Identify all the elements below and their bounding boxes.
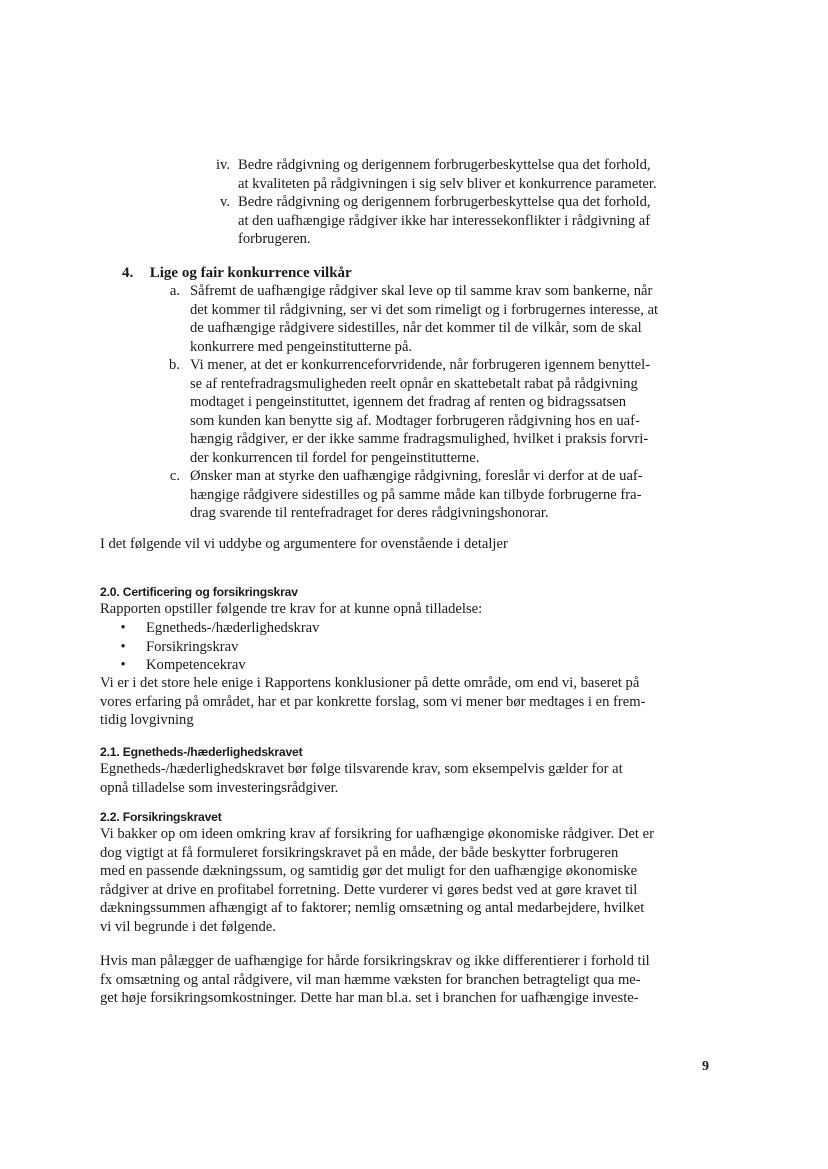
intro-sentence: I det følgende vil vi uddybe og argumentere for ovenstående i detaljer bbox=[100, 536, 508, 552]
text-line: de uafhængige rådgivere sidestilles, når det kommer til de vilkår, som de skal bbox=[190, 320, 642, 336]
section-2-1-heading: 2.1. Egnetheds-/hæderlighedskravet bbox=[100, 745, 303, 759]
roman-item-v bbox=[200, 193, 760, 249]
bullet-item bbox=[116, 619, 516, 638]
bullet-item bbox=[116, 656, 516, 675]
text-line: Ønsker man at styrke den uafhængige rådgivning, foreslår vi derfor at de uaf- bbox=[190, 468, 643, 484]
text-line: drag svarende til rentefradraget for deres rådgivningshonorar. bbox=[190, 505, 549, 521]
page-number: 9 bbox=[702, 1059, 709, 1074]
text-line: Bedre rådgivning og derigennem forbrugerbeskyttelse qua det forhold, bbox=[238, 157, 651, 173]
section-2-0-lead: Rapporten opstiller følgende tre krav for at kunne opnå tilladelse: bbox=[100, 601, 483, 617]
list-item-a bbox=[160, 282, 760, 356]
section-2-0-heading: 2.0. Certificering og forsikringskrav bbox=[100, 585, 298, 599]
section-2-2-paragraph-1 bbox=[100, 825, 654, 936]
text-line: rådgiver at drive en profitabel forretning. Dette vurderer vi gøres bedst ved at gøre kravet til bbox=[100, 881, 638, 898]
text-line: vi vil begrunde i det følgende. bbox=[100, 918, 276, 935]
text-line: dækningssummen afhængigt af to faktorer; nemlig omsætning og antal medarbejdere, hvilket bbox=[100, 900, 645, 916]
list-marker: iv. bbox=[215, 157, 230, 173]
list-marker: b. bbox=[169, 357, 180, 373]
text-line: Vi mener, at det er konkurrenceforvridende, når forbrugeren igennem benyttel- bbox=[190, 357, 651, 373]
text-line: Egnetheds-/hæderlighedskravet bør følge tilsvarende krav, som eksempelvis gælder for at bbox=[100, 761, 623, 777]
text-line: Hvis man pålægger de uafhængige for hårde forsikringskrav og ikke differentierer i forhold til bbox=[100, 953, 650, 969]
bullet-symbol: • bbox=[120, 620, 126, 636]
bullet-text: Egnetheds-/hæderlighedskrav bbox=[146, 620, 320, 636]
text-line: at den uafhængige rådgiver ikke har interessekonflikter i rådgivning af bbox=[238, 212, 651, 229]
roman-item-iv bbox=[200, 156, 760, 193]
text-line: Vi bakker op om ideen omkring krav af forsikring for uafhængige økonomiske rådgiver. Det er bbox=[100, 826, 654, 842]
text-line: se af rentefradragsmuligheden reelt opnår en skattebetalt rabat på rådgivning bbox=[190, 375, 638, 392]
bullet-symbol: • bbox=[120, 657, 126, 673]
text-line: fx omsætning og antal rådgivere, vil man hæmme væksten for branchen betragteligt qua me- bbox=[100, 971, 641, 988]
section-2-1-body bbox=[100, 760, 623, 797]
text-line: Bedre rådgivning og derigennem forbrugerbeskyttelse qua det forhold, bbox=[238, 194, 651, 210]
text-line: opnå tilladelse som investeringsrådgiver. bbox=[100, 779, 339, 796]
text-line: konkurrere med pengeinstitutterne på. bbox=[190, 338, 413, 355]
list-marker: a. bbox=[169, 283, 180, 299]
list-marker: c. bbox=[169, 468, 180, 484]
text-line: tidig lovgivning bbox=[100, 712, 194, 728]
text-line: get høje forsikringsomkostninger. Dette har man bl.a. set i branchen for uafhængige investe- bbox=[100, 990, 639, 1006]
section-4-list bbox=[160, 282, 760, 523]
text-line: vores erfaring på området, har et par konkrette forslag, som vi mener bør medtages i en frem- bbox=[100, 693, 646, 710]
section-2-2-heading: 2.2. Forsikringskravet bbox=[100, 810, 222, 824]
section-4-heading bbox=[122, 264, 352, 283]
list-item-b bbox=[160, 356, 760, 467]
text-line: forbrugeren. bbox=[238, 231, 311, 247]
text-line: Såfremt de uafhængige rådgiver skal leve op til samme krav som bankerne, når bbox=[190, 283, 653, 299]
text-line: med en passende dækningssum, og samtidig gør det muligt for den uafhængige økonomiske bbox=[100, 863, 638, 879]
text-line: der konkurrencen til fordel for pengeinstitutterne. bbox=[190, 449, 480, 466]
bullet-symbol: • bbox=[120, 638, 126, 655]
section-2-0-closing bbox=[100, 674, 645, 730]
text-line: hængige rådgivere sidestilles og på samme måde kan tilbyde forbrugerne fra- bbox=[190, 486, 642, 503]
bullet-item bbox=[116, 638, 516, 657]
text-line: som kunden kan benytte sig af. Modtager forbrugeren rådgivning hos en uaf- bbox=[190, 412, 640, 429]
section-title: Lige og fair konkurrence vilkår bbox=[149, 265, 352, 281]
section-number: 4. bbox=[122, 265, 134, 281]
roman-list bbox=[200, 156, 760, 249]
text-line: det kommer til rådgivning, ser vi det som rimeligt og i forbrugernes interesse, at bbox=[190, 301, 659, 318]
section-2-2-paragraph-2 bbox=[100, 952, 650, 1008]
text-line: modtaget i pengeinstituttet, igennem det fradrag af renten og bidragssatsen bbox=[190, 394, 627, 410]
list-item-c bbox=[160, 467, 760, 523]
text-line: hængig rådgiver, er der ikke samme fradragsmulighed, hvilket i praksis forvri- bbox=[190, 431, 649, 447]
bullet-text: Forsikringskrav bbox=[146, 638, 239, 655]
bullet-list bbox=[116, 619, 516, 675]
text-line: at kvaliteten på rådgivningen i sig selv bliver et konkurrence parameter. bbox=[238, 175, 657, 192]
list-marker: v. bbox=[220, 194, 230, 210]
text-line: Vi er i det store hele enige i Rapportens konklusioner på dette område, om end vi, baseret på bbox=[100, 675, 640, 691]
bullet-text: Kompetencekrav bbox=[146, 657, 246, 673]
text-line: dog vigtigt at få formuleret forsikringskravet på en måde, der både beskytter forbrugeren bbox=[100, 844, 619, 861]
